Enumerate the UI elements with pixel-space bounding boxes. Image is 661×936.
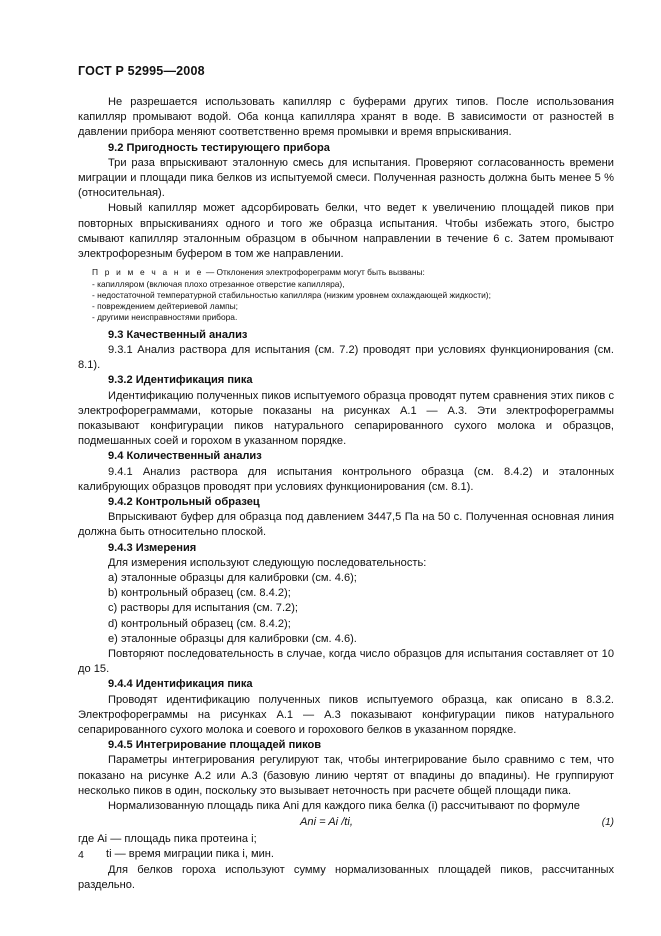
paragraph: 9.4.1 Анализ раствора для испытания контрольного образца (см. 8.4.2) и эталонных калибрующих образцов проводят при условиях функционирования (см. 8.1). (78, 465, 614, 493)
note-item: - другими неисправностями прибора. (92, 312, 238, 323)
paragraph: Для белков гороха используют сумму нормализованных площадей пиков, рассчитанных раздельно. (78, 863, 614, 891)
list-item: d) контрольный образец (см. 8.4.2); (108, 617, 291, 630)
equation-number: (1) (601, 817, 614, 829)
list-item: e) эталонные образцы для калибровки (см. 4.6). (108, 632, 357, 645)
document-header: ГОСТ Р 52995—2008 (78, 64, 205, 78)
section-heading: 9.4.2 Контрольный образец (108, 495, 260, 508)
paragraph: Впрыскивают буфер для образца под давлением 3447,5 Па на 50 с. Полученная основная линия должна быть относительно плоской. (78, 511, 614, 539)
list-item: b) контрольный образец (см. 8.4.2); (108, 587, 291, 600)
page-number: 4 (78, 849, 84, 861)
section-heading: 9.3.2 Идентификация пика (108, 374, 253, 387)
note-intro (78, 267, 614, 278)
section-heading: 9.4.4 Идентификация пика (108, 678, 253, 691)
note-block (78, 267, 614, 323)
section-heading: 9.3 Качественный анализ (108, 328, 248, 341)
paragraph: Идентификацию полученных пиков испытуемого образца проводят путем сравнения этих пиков с электрофореграммами, которые показаны на рисунках А.1 — А.3. Эти электрофореграммы показывают конфигурации пиков натурального сепарированного сухого молока и образцов, подмешанных соей и горохом в указанном порядке. (78, 389, 614, 448)
paragraph: Новый капилляр может адсорбировать белки, что ведет к увеличению площадей пиков при повторных впрыскиваниях одного и того же образца испытания. Чтобы избежать этого, быстро смывают капилляр эталонным образцом в обычном направлении в течение 6 с. Затем промывают электрофорезным буфером в том же направлении. (78, 202, 614, 261)
list-item: a) эталонные образцы для калибровки (см. 4.6); (108, 571, 357, 584)
paragraph: Не разрешается использовать капилляр с буферами других типов. После использования капилляр промывают водой. Оба конца капилляра хранят в воде. В зависимости от разностей в давлении прибора меняют соответственно время промывки и время впрыскивания. (78, 96, 614, 139)
formula: Ani = Ai /ti, (300, 816, 353, 829)
paragraph: Нормализованную площадь пика Ani для каждого пика белка (i) рассчитывают по формуле (108, 800, 580, 813)
paragraph: Параметры интегрирования регулируют так, чтобы интегрирование было сравнимо с тем, что показано на рисунке А.2 или А.3 (базовую линию чертят от впадины до впадины). Не группируют несколько пиков в один, поскольку это вызывает неточность при расчете общей площади пика. (78, 754, 614, 797)
note-label: П р и м е ч а н и е (92, 267, 204, 278)
formula-legend: где Ai — площадь пика протеина i; (78, 833, 257, 846)
note-intro-text: — Отклонения электрофореграмм могут быть вызваны: (203, 267, 425, 278)
formula-row (78, 815, 614, 831)
paragraph: Три раза впрыскивают эталонную смесь для испытания. Проверяют согласованность времени миграции и площади пика белков из испытуемой смеси. Полученная разность должна быть менее 5 % (относительная). (78, 156, 614, 200)
note-item: - недостаточной температурной стабильностью капилляра (низким уровнем охлаждающей жидкости); (92, 289, 491, 300)
formula-legend: ti — время миграции пика i, мин. (106, 848, 275, 861)
paragraph: Проводят идентификацию полученных пиков испытуемого образца, как описано в 8.3.2. Электрофореграммы на рисунках А.1 — А.3 показывают конфигурации пиков натурального сепарированного сухого молока и соевого и горохового белков в указанном порядке. (78, 693, 614, 736)
section-heading: 9.4.3 Измерения (108, 541, 197, 554)
list-item: c) растворы для испытания (см. 7.2); (108, 602, 298, 615)
paragraph: Повторяют последовательность в случае, когда число образцов для испытания составляет от 10 до 15. (78, 647, 614, 676)
section-heading: 9.4.5 Интегрирование площадей пиков (108, 739, 322, 752)
note-item: - повреждением дейтериевой лампы; (92, 301, 238, 312)
section-heading: 9.4 Количественный анализ (108, 450, 262, 463)
paragraph: Для измерения используют следующую последовательность: (108, 556, 427, 569)
section-heading: 9.2 Пригодность тестирующего прибора (108, 141, 330, 154)
note-item: - капилляром (включая плохо отрезанное отверстие капилляра), (92, 278, 345, 289)
document-body (78, 95, 614, 893)
paragraph: 9.3.1 Анализ раствора для испытания (см. 7.2) проводят при условиях функционирования (см. 8.1). (78, 343, 614, 372)
